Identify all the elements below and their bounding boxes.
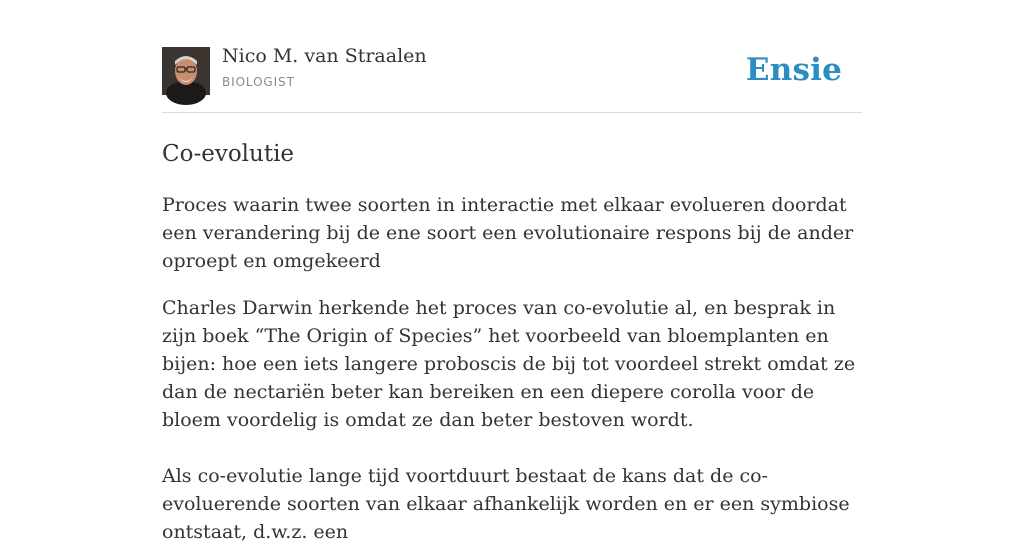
ensie-logo-link[interactable]: Ensie [745,52,842,88]
definition-text: Proces waarin twee soorten in interactie met elkaar evolueren doordat een verandering bij de ene soort een evolutionaire respons bij de ander oproept en omgekeerd [162,194,854,272]
article-page [162,0,862,546]
body-paragraph: Charles Darwin herkende het proces van co-evolutie al, en besprak in zijn boek “The Origin of Species” het voorbeeld van bloemplanten en bijen: hoe een iets langere proboscis de bij tot voordeel strekt omdat ze dan de nectariën beter kan bereiken en een diepere corolla voor de bloem voordelig is omdat ze dan beter bestoven wordt. [162,297,856,431]
avatar-image [162,47,210,95]
author-header [162,0,862,113]
article-body [162,294,862,546]
body-paragraph: Als co-evolutie lange tijd voortduurt bestaat de kans dat de co-evoluerende soorten van elkaar afhankelijk worden en er een symbiose ontstaat, d.w.z. een [162,465,850,543]
person-portrait-icon[interactable] [162,47,210,95]
author-role: BIOLOGIST [222,75,295,89]
author-name[interactable]: Nico M. van Straalen [222,45,427,67]
page-title: Co-evolutie [162,141,295,167]
